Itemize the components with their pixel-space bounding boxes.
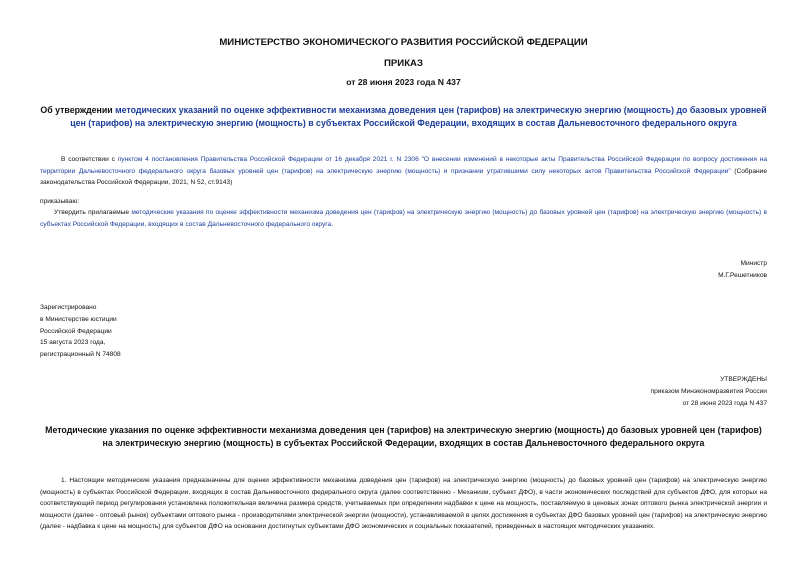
approved-line: приказом Минэкономразвития России	[650, 388, 767, 395]
approve-link[interactable]: методические указания по оценке эффективности механизма доведения цен (тарифов) на электрическую энергию (мощность) до базовых уровней цен (тарифов) на электрическую энергию (мощность) в субъектах Российской Федерации, входящих в состав Дальневосточного федерального округа	[40, 209, 767, 228]
preamble-paragraph	[40, 154, 767, 189]
approve-paragraph	[40, 207, 767, 230]
registration-line: 15 августа 2023 года,	[40, 339, 106, 347]
document-date-number: от 28 июня 2023 года N 437	[346, 77, 461, 87]
signature-block	[718, 258, 767, 282]
ministry-heading: МИНИСТЕРСТВО ЭКОНОМИЧЕСКОГО РАЗВИТИЯ РОССИЙСКОЙ ФЕДЕРАЦИИ	[219, 37, 588, 48]
approve-tail: .	[331, 220, 334, 228]
registration-line: Российской Федерации	[40, 327, 112, 335]
subject-link[interactable]: методических указаний по оценке эффективности механизма доведения цен (тарифов) на электрическую энергию (мощность) до базовых уровней цен (тарифов) на электрическую энергию (мощность) в субъектах Российской Федерации, входящих в состав Дальневосточного федерального округа	[70, 105, 767, 128]
approve-lead: Утвердить прилагаемые	[54, 209, 132, 216]
preamble-lead: В соответствии с	[61, 156, 118, 163]
order-word: приказываю:	[40, 198, 80, 205]
approved-line: от 28 июня 2023 года N 437	[682, 400, 767, 407]
guidelines-title: Методические указания по оценке эффективности механизма доведения цен (тарифов) на электрическую энергию (мощность) до базовых уровней цен (тарифов) на электрическую энергию (мощность) в субъектах Российской Федерации, входящих в состав Дальневосточного федерального округа	[45, 425, 762, 448]
subject-prefix: Об утверждении	[40, 105, 116, 115]
signer-position: Министр	[740, 260, 767, 267]
registration-line: регистрационный N 74808	[40, 351, 121, 359]
preamble-link[interactable]: пунктом 4 постановления Правительства Российской Федерации от 16 декабря 2021 г. N 2306 "О внесении изменений в некоторые акты Правительства Российской Федерации по вопросу достижения на территории Дальневосточного федерального округа базовых уровней цен (тарифов) на электрическую энергию (мощность) и признании утратившими силу некоторых актов Правительства Российской Федерации"	[40, 156, 768, 175]
registration-block	[40, 302, 121, 361]
order-subject	[40, 104, 767, 130]
preamble-tail: (Собрание законодательства Российской Федерации, 2021, N 52, ст.9143)	[40, 167, 767, 187]
registration-line: в Министерстве юстиции	[40, 315, 117, 323]
approved-line: УТВЕРЖДЕНЫ	[720, 376, 767, 383]
paragraph-1: 1. Настоящие методические указания предназначены для оценки эффективности механизма доведения цен (тарифов) на электрическую энергию (мощность) до базовых уровней цен (тарифов) на электрическую энергию (мощность) в субъектах Российской Федерации, входящих в состав Дальневосточного федерального округа (далее соответственно - Механизм, субъект ДФО), в части экономических последствий для субъектов ДФО, для которых на соответствующий период регулирования установлена положительная величина размера средств, учитываемых при определении надбавки к цене на мощность, поставляемую в ценовых зонах оптового рынка электрической энергии и мощности (далее - оптовый рынок) субъектами оптового рынка - производителями электрической энергии (мощности), устанавливаемой в целях достижения в субъектах ДФО базовых уровней цен (тарифов) на электрическую энергию (далее - надбавка к цене на мощность) для субъектов ДФО на основании достигнутых субъектами ДФО экономических и социальных показателей, приведенных в настоящих методических указаниях.	[40, 477, 767, 531]
signer-name: М.Г.Решетников	[718, 272, 767, 279]
document-type: ПРИКАЗ	[384, 58, 423, 69]
registration-line: Зарегистрировано	[40, 304, 97, 311]
approved-block	[651, 374, 768, 410]
